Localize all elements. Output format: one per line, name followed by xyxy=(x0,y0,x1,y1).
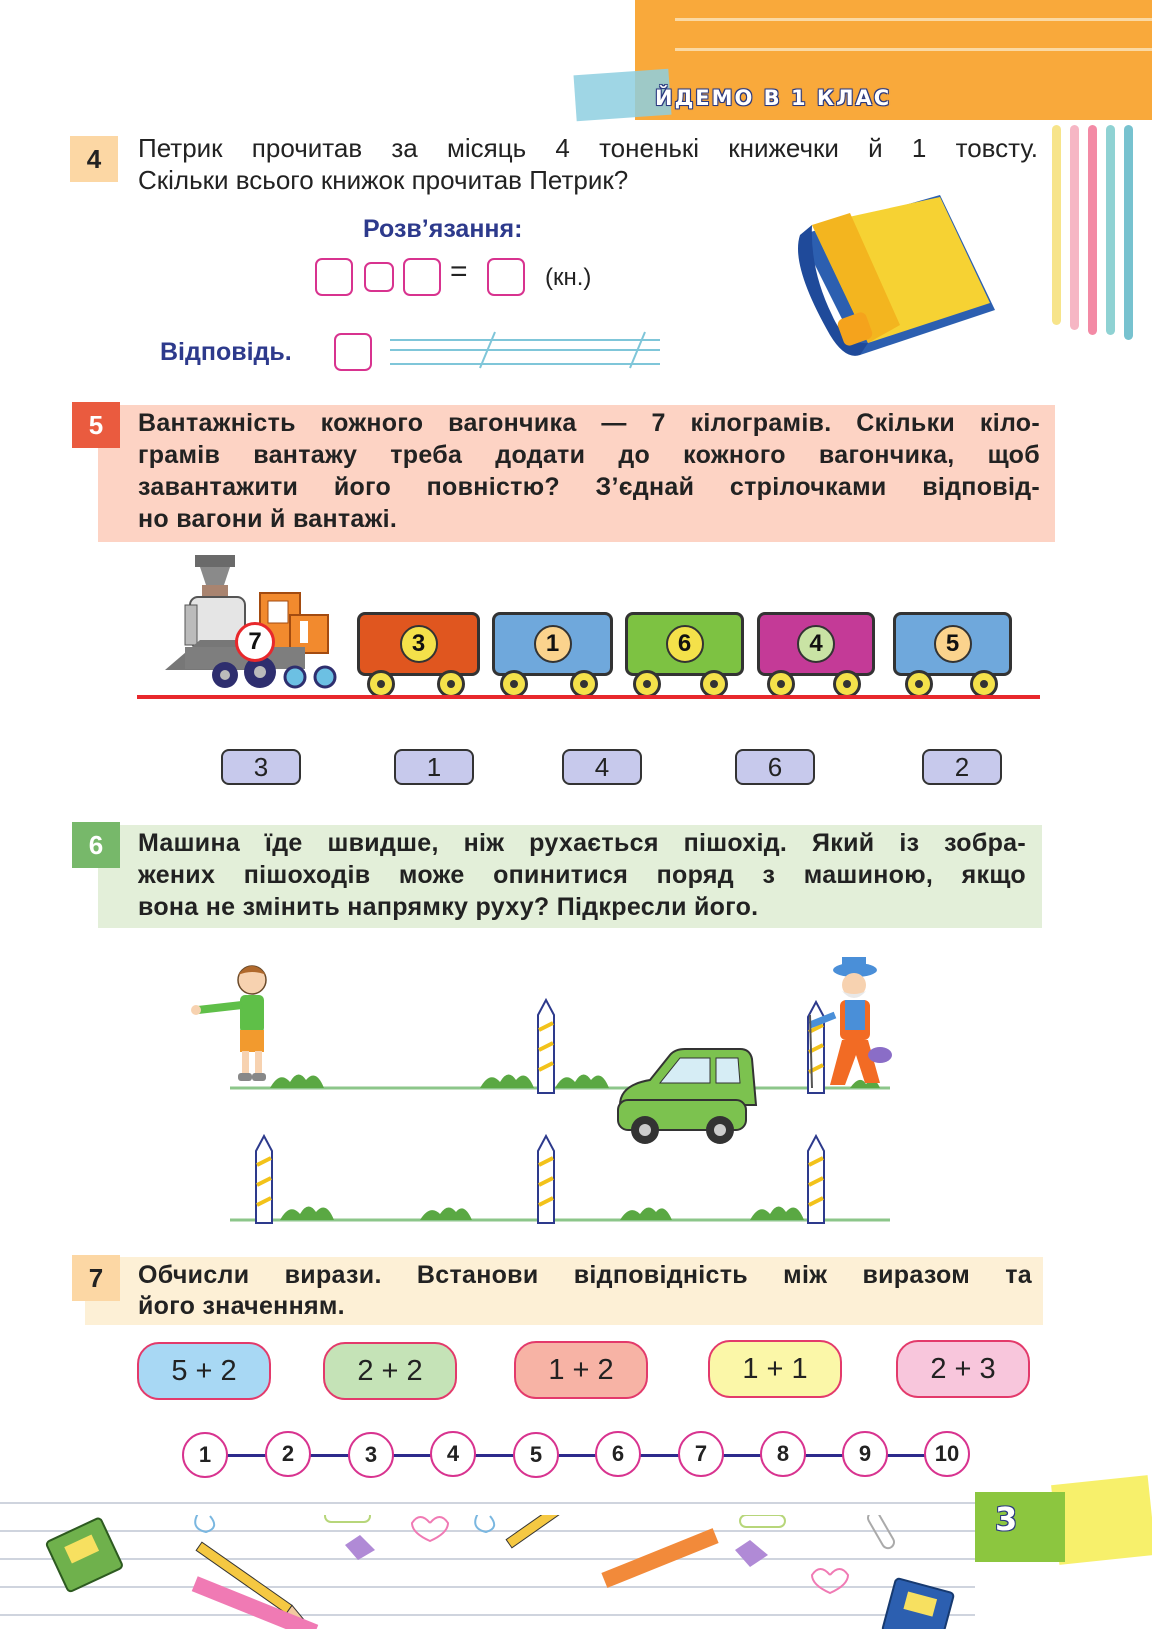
number-circle[interactable]: 5 xyxy=(513,1432,559,1478)
number-circle[interactable]: 4 xyxy=(430,1431,476,1477)
wagon-wheel xyxy=(570,670,598,698)
wagon[interactable] xyxy=(893,612,1012,676)
page-number-box xyxy=(975,1492,1065,1562)
wagon-wheel xyxy=(767,670,795,698)
task5-line: завантажити його повністю? З’єднай стрілочками відповід- xyxy=(138,473,1040,501)
cargo-box[interactable]: 3 xyxy=(221,749,301,785)
solution-label: Розв’язання: xyxy=(363,215,523,243)
wagon-wheel xyxy=(905,670,933,698)
decor-stripe xyxy=(1070,125,1079,330)
task4-text-line1: Петрик прочитав за місяць 4 тоненькі книжечки й 1 товсту. xyxy=(138,133,1038,163)
wagon-number: 6 xyxy=(666,625,704,663)
car xyxy=(618,1049,756,1144)
task6-line: жених пішоходів може опинитися поряд з машиною, якщо xyxy=(138,861,1026,889)
cargo-box[interactable]: 6 xyxy=(735,749,815,785)
number-circle[interactable]: 2 xyxy=(265,1431,311,1477)
wagon-wheel xyxy=(367,670,395,698)
road-scene xyxy=(190,955,920,1230)
wagon[interactable] xyxy=(492,612,613,676)
unit-label: (кн.) xyxy=(545,264,592,291)
expression-box[interactable]: 5 + 2 xyxy=(137,1342,271,1400)
task6-line: вона не змінить напрямку руху? Підкресли його. xyxy=(138,893,759,921)
wagon-number: 4 xyxy=(797,625,835,663)
answer-box[interactable] xyxy=(315,258,353,296)
wagon-wheel xyxy=(833,670,861,698)
task-number: 6 xyxy=(72,822,120,868)
decor-stripe xyxy=(1124,125,1133,340)
number-circle[interactable]: 9 xyxy=(842,1431,888,1477)
expression-box[interactable]: 1 + 1 xyxy=(708,1340,842,1398)
rail xyxy=(137,695,1040,699)
task5-line: но вагони й вантажі. xyxy=(138,505,398,533)
answer-label: Відповідь. xyxy=(160,338,292,366)
number-circle[interactable]: 6 xyxy=(595,1431,641,1477)
task-number: 7 xyxy=(72,1255,120,1301)
operator-box[interactable] xyxy=(364,262,394,292)
page-number-tape xyxy=(1051,1475,1152,1565)
cargo-box[interactable]: 4 xyxy=(562,749,642,785)
wagon-number: 5 xyxy=(934,625,972,663)
wagon-number: 3 xyxy=(400,625,438,663)
number-circle[interactable]: 3 xyxy=(348,1432,394,1478)
decor-stripe xyxy=(1088,125,1097,335)
header-line xyxy=(675,18,1152,21)
number-circle[interactable]: 7 xyxy=(678,1431,724,1477)
page-number: 3 xyxy=(995,1500,1018,1538)
wagon-wheel xyxy=(500,670,528,698)
boy-pedestrian xyxy=(191,966,266,1081)
answer-box[interactable] xyxy=(487,258,525,296)
wagon[interactable] xyxy=(357,612,480,676)
expression-box[interactable]: 1 + 2 xyxy=(514,1341,648,1399)
notebook-line xyxy=(0,1502,975,1504)
task-number: 4 xyxy=(70,136,118,182)
school-supplies-decoration xyxy=(40,1515,970,1629)
wagon-wheel xyxy=(437,670,465,698)
task5-line: грамів вантажу треба додати до кожного вагончика, щоб xyxy=(138,441,1040,469)
cargo-box[interactable]: 2 xyxy=(922,749,1002,785)
task7-line: Обчисли вирази. Встанови відповідність між виразом та xyxy=(138,1261,1032,1289)
wagon-wheel xyxy=(633,670,661,698)
answer-writing-lines[interactable] xyxy=(390,328,665,373)
number-circle[interactable]: 10 xyxy=(924,1431,970,1477)
wagon-number: 1 xyxy=(534,625,572,663)
number-circle[interactable]: 1 xyxy=(182,1432,228,1478)
decor-stripe xyxy=(1052,125,1061,325)
wagon[interactable] xyxy=(625,612,744,676)
task5-line: Вантажність кожного вагончика — 7 кілограмів. Скільки кіло- xyxy=(138,409,1040,437)
task4-text-line2: Скільки всього книжок прочитав Петрик? xyxy=(138,165,629,195)
header-title: ЙДЕМО В 1 КЛАС xyxy=(655,86,892,110)
answer-box[interactable] xyxy=(403,258,441,296)
number-circle[interactable]: 8 xyxy=(760,1431,806,1477)
book-icon xyxy=(790,195,1005,370)
wagon-wheel xyxy=(700,670,728,698)
header-line xyxy=(675,48,1152,51)
cargo-box[interactable]: 1 xyxy=(394,749,474,785)
task-number: 5 xyxy=(72,402,120,448)
answer-box[interactable] xyxy=(334,333,372,371)
decor-stripe xyxy=(1106,125,1115,335)
wagon[interactable] xyxy=(757,612,875,676)
task6-line: Машина їде швидше, ніж рухається пішохід. Який із зобра- xyxy=(138,829,1026,857)
equals-sign: = xyxy=(450,255,468,288)
task7-line: його значенням. xyxy=(138,1292,345,1320)
expression-box[interactable]: 2 + 3 xyxy=(896,1340,1030,1398)
wagon-wheel xyxy=(970,670,998,698)
expression-box[interactable]: 2 + 2 xyxy=(323,1342,457,1400)
locomotive-number: 7 xyxy=(235,622,275,662)
